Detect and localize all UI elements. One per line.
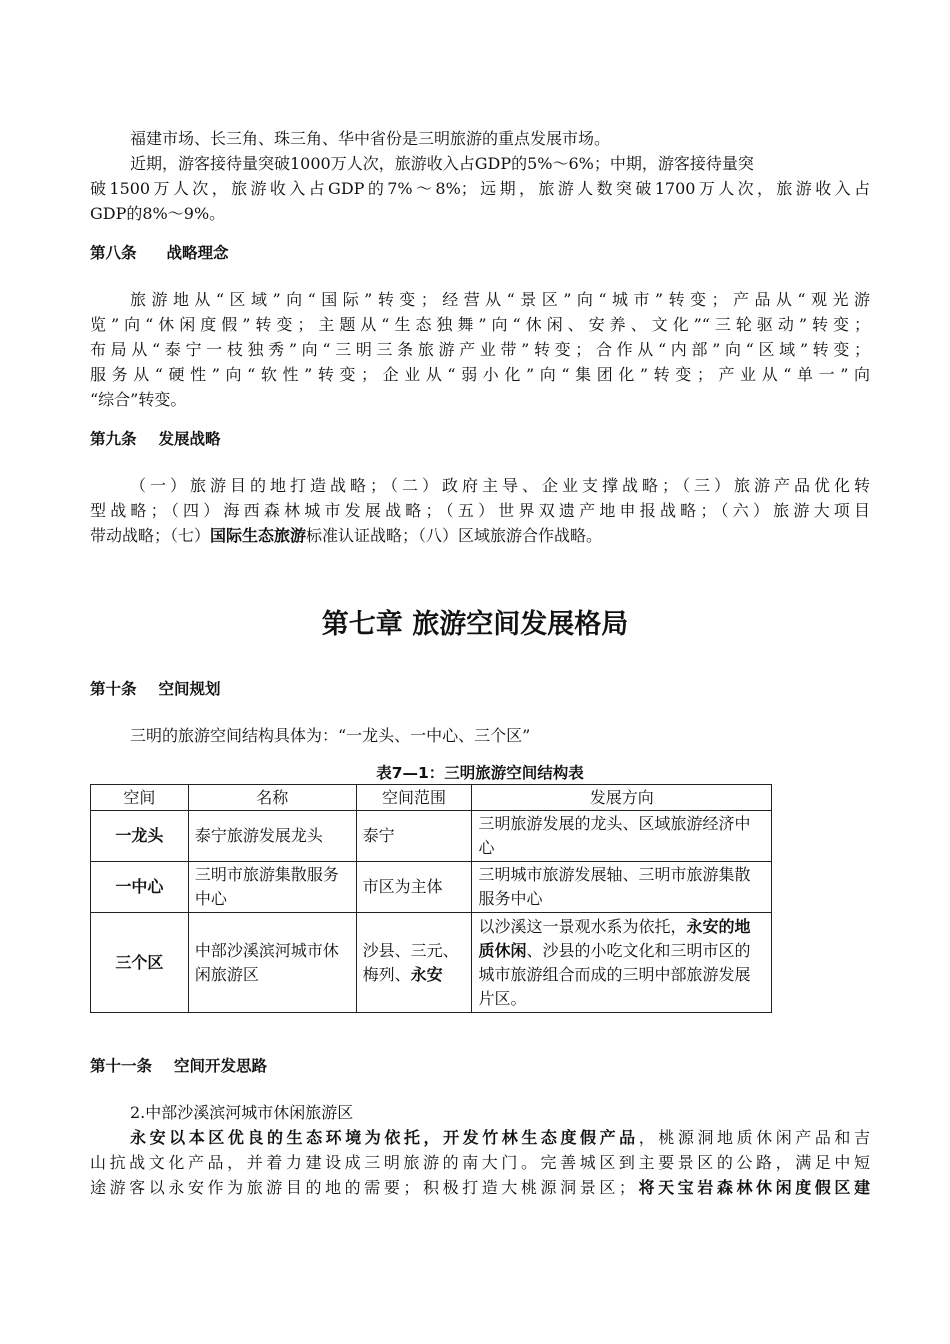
subsection-heading: 2.中部沙溪滨河城市休闲旅游区	[130, 1103, 354, 1122]
paragraph-line	[90, 524, 870, 548]
direction-cell	[472, 913, 772, 1013]
table-row	[91, 913, 772, 1013]
column-header: 空间	[91, 785, 189, 811]
name-cell: 泰宁旅游发展龙头	[188, 811, 356, 862]
paragraph-line: 破1500万人次，旅游收入占GDP的7%～8%；远期，旅游人数突破1700万人次，旅游收入占	[90, 179, 870, 198]
paragraph-line: （一）旅游目的地打造战略；（二）政府主导、企业支撑战略；（三）旅游产品优化转	[130, 476, 870, 495]
name-cell: 三明市旅游集散服务中心	[188, 862, 356, 913]
space-structure-table	[90, 784, 772, 1013]
paragraph-line: “综合”转变。	[90, 390, 187, 409]
range-cell	[356, 913, 472, 1013]
text-run: 以沙溪这一景观水系为依托，	[478, 916, 687, 936]
paragraph-line: 览”向“休闲度假”转变；主题从“生态独舞”向“休闲、安养、文化”“三轮驱动”转变；	[90, 315, 870, 334]
text-run: 带动战略；（七）	[90, 526, 211, 545]
bold-text-run: 国际生态旅游	[210, 526, 307, 545]
article-title: 空间开发思路	[174, 1057, 268, 1075]
name-cell: 中部沙溪滨河城市休闲旅游区	[188, 913, 356, 1013]
bold-text-run: 永安以本区优良的生态环境为依托，开发竹林生态度假产品	[130, 1128, 639, 1147]
bold-text-run: 永安的地质休闲	[478, 916, 751, 960]
paragraph-line: GDP的8%～9%。	[90, 204, 226, 223]
article-title: 空间规划	[158, 680, 221, 698]
text-run: 、沙县的小吃文化和三明市区的城市旅游组合而成的三明中部旅游发展片区。	[478, 940, 751, 1008]
paragraph-line: 近期，游客接待量突破1000万人次，旅游收入占GDP的5%～6%；中期，游客接待量突	[130, 154, 754, 173]
table-row	[91, 811, 772, 862]
column-header: 空间范围	[356, 785, 472, 811]
space-cell: 一龙头	[91, 811, 189, 862]
text-run: 标准认证战略；（八）区域旅游合作战略。	[306, 526, 603, 545]
text-run: 沙县、三元、梅列、	[362, 940, 459, 984]
direction-cell: 三明旅游发展的龙头、区域旅游经济中心	[472, 811, 772, 862]
article-number: 第九条	[90, 430, 137, 448]
article-heading	[90, 427, 221, 451]
paragraph-line: 福建市场、长三角、珠三角、华中省份是三明旅游的重点发展市场。	[130, 129, 611, 148]
paragraph-line: 三明的旅游空间结构具体为：“一龙头、一中心、三个区”	[130, 726, 531, 745]
article-number: 第八条	[90, 244, 137, 262]
bold-text-run: 将天宝岩森林休闲度假区建	[634, 1178, 870, 1197]
space-cell: 三个区	[91, 913, 189, 1013]
bold-text-run: 永安	[410, 964, 443, 984]
article-number: 第十条	[90, 680, 137, 698]
paragraph-line	[90, 1176, 870, 1200]
paragraph-line: 山抗战文化产品，并着力建设成三明旅游的南大门。完善城区到主要景区的公路，满足中短	[90, 1153, 870, 1172]
paragraph-line: 型战略；（四）海西森林城市发展战略；（五）世界双遗产地申报战略；（六）旅游大项目	[90, 501, 870, 520]
paragraph-line: 布局从“泰宁一枝独秀”向“三明三条旅游产业带”转变；合作从“内部”向“区域”转变；	[90, 340, 870, 359]
direction-cell: 三明城市旅游发展轴、三明市旅游集散服务中心	[472, 862, 772, 913]
column-header: 名称	[188, 785, 356, 811]
paragraph-line: 服务从“硬性”向“软性”转变；企业从“弱小化”向“集团化”转变；产业从“单一”向	[90, 365, 870, 384]
article-heading	[90, 1054, 267, 1078]
text-run: 途游客以永安作为旅游目的地的需要；积极打造大桃源洞景区；	[90, 1178, 635, 1197]
paragraph-line: 旅游地从“区域”向“国际”转变；经营从“景区”向“城市”转变；产品从“观光游	[130, 290, 870, 309]
text-run: ，桃源洞地质休闲产品和吉	[638, 1128, 870, 1147]
range-cell: 泰宁	[356, 811, 472, 862]
column-header: 发展方向	[472, 785, 772, 811]
table-caption: 表7—1：三明旅游空间结构表	[376, 764, 584, 782]
article-title: 发展战略	[158, 430, 221, 448]
article-number: 第十一条	[90, 1057, 153, 1075]
table-row	[91, 862, 772, 913]
article-title: 战略理念	[166, 244, 229, 262]
article-heading	[90, 677, 221, 701]
space-cell: 一中心	[91, 862, 189, 913]
paragraph-line	[90, 1126, 870, 1150]
article-heading	[90, 241, 229, 265]
chapter-title: 第七章 旅游空间发展格局	[321, 609, 629, 640]
table-header-row	[91, 785, 772, 811]
range-cell: 市区为主体	[356, 862, 472, 913]
